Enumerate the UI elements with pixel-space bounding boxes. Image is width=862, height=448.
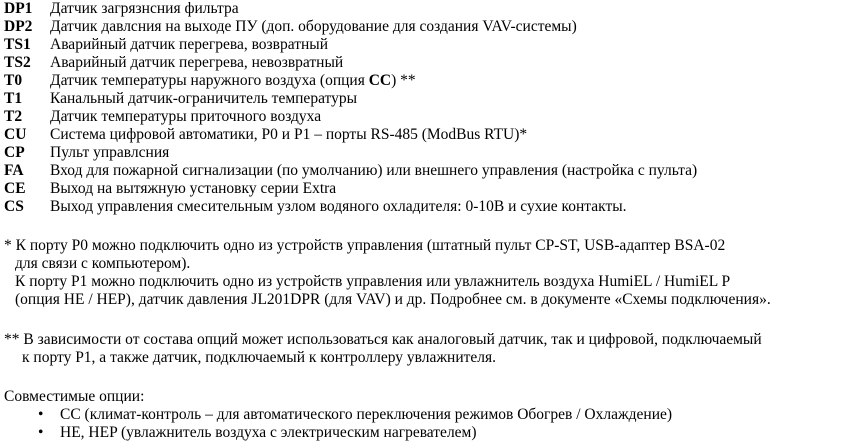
legend-description: Канальный датчик-ограничитель температуры (50, 90, 358, 107)
legend-row-cu (4, 126, 527, 144)
legend-description-pre: Датчик температуры наружного воздуха (опция (50, 72, 369, 89)
bullet-icon: • (38, 424, 44, 441)
legend-code: TS2 (4, 54, 31, 71)
note-sensor-line-1: ** В зависимости от состава опций может использоваться как аналоговый датчик, так и цифровой, подключаемый (4, 331, 762, 348)
legend-code: T2 (4, 108, 23, 125)
note-ports-line-4: (опция HE / HEP), датчик давления JL201DPR (для VAV) и др. Подробнее см. в документе «Схемы подключения». (15, 291, 771, 308)
legend-description: Датчик температуры приточного воздуха (50, 108, 322, 125)
option-item (38, 424, 477, 442)
legend-description-post: ) ** (391, 72, 416, 89)
legend-row-t1 (4, 90, 357, 108)
option-item-text: HE, HEP (увлажнитель воздуха с электрическим нагревателем) (60, 424, 477, 441)
legend-code: CU (4, 126, 27, 143)
legend-code: CP (4, 144, 25, 161)
legend-description: Выход управления смесительным узлом водяного охладителя: 0-10В и сухие контакты. (50, 198, 627, 215)
legend-code: CE (4, 180, 26, 197)
legend-row-fa (4, 162, 697, 180)
legend-description: Пульт управлсния (50, 144, 170, 161)
legend-code: T1 (4, 90, 23, 107)
note-ports-line-2: для связи с компьютером). (15, 255, 191, 272)
bullet-icon: • (38, 406, 44, 423)
legend-description: Вход для пожарной сигнализации (по умолчанию) или внешнего управления (настройка с пульта) (50, 162, 698, 179)
note-ports-line-1: * К порту P0 можно подключить одно из устройств управления (штатный пульт CP-ST, USB-адаптер BSA-02 (4, 237, 726, 254)
option-item (38, 406, 672, 424)
legend-row-t2 (4, 108, 321, 126)
legend-description (50, 72, 416, 90)
legend-row-dp2 (4, 18, 577, 36)
legend-code: FA (4, 162, 24, 179)
legend-row-dp1 (4, 0, 239, 18)
legend-row-ts1 (4, 36, 328, 54)
legend-row-ce (4, 180, 336, 198)
legend-description: Аварийный датчик перегрева, возвратный (50, 36, 328, 53)
option-code-cc: CC (368, 72, 392, 89)
legend-code: T0 (4, 72, 23, 89)
legend-description: Система цифровой автоматики, P0 и P1 – порты RS-485 (ModBus RTU)* (50, 126, 528, 143)
legend-code: DP2 (4, 18, 33, 35)
legend-row-ts2 (4, 54, 343, 72)
note-sensor-line-2: к порту P1, а также датчик, подключаемый к контроллеру увлажнителя. (22, 349, 497, 366)
legend-row-cp (4, 144, 169, 162)
legend-row-t0 (4, 72, 416, 90)
legend-description: Аварийный датчик перегрева, невозвратный (50, 54, 344, 71)
options-heading: Совместимые опции: (4, 388, 145, 405)
legend-code: DP1 (4, 0, 33, 17)
legend-description: Датчик давлсния на выходе ПУ (доп. оборудование для создания VAV-системы) (50, 18, 577, 35)
legend-row-cs (4, 198, 627, 216)
legend-code: CS (4, 198, 24, 215)
note-ports-line-3: К порту P1 можно подключить одно из устройств управления или увлажнитель воздуха HumiEL / HumiEL P (15, 273, 731, 290)
legend-description: Выход на вытяжную установку серии Extra (50, 180, 337, 197)
legend-code: TS1 (4, 36, 31, 53)
legend-description: Датчик загрязнсния фильтра (50, 0, 239, 17)
option-item-text: CC (климат-контроль – для автоматического переключения режимов Обогрев / Охлаждение) (60, 406, 673, 423)
